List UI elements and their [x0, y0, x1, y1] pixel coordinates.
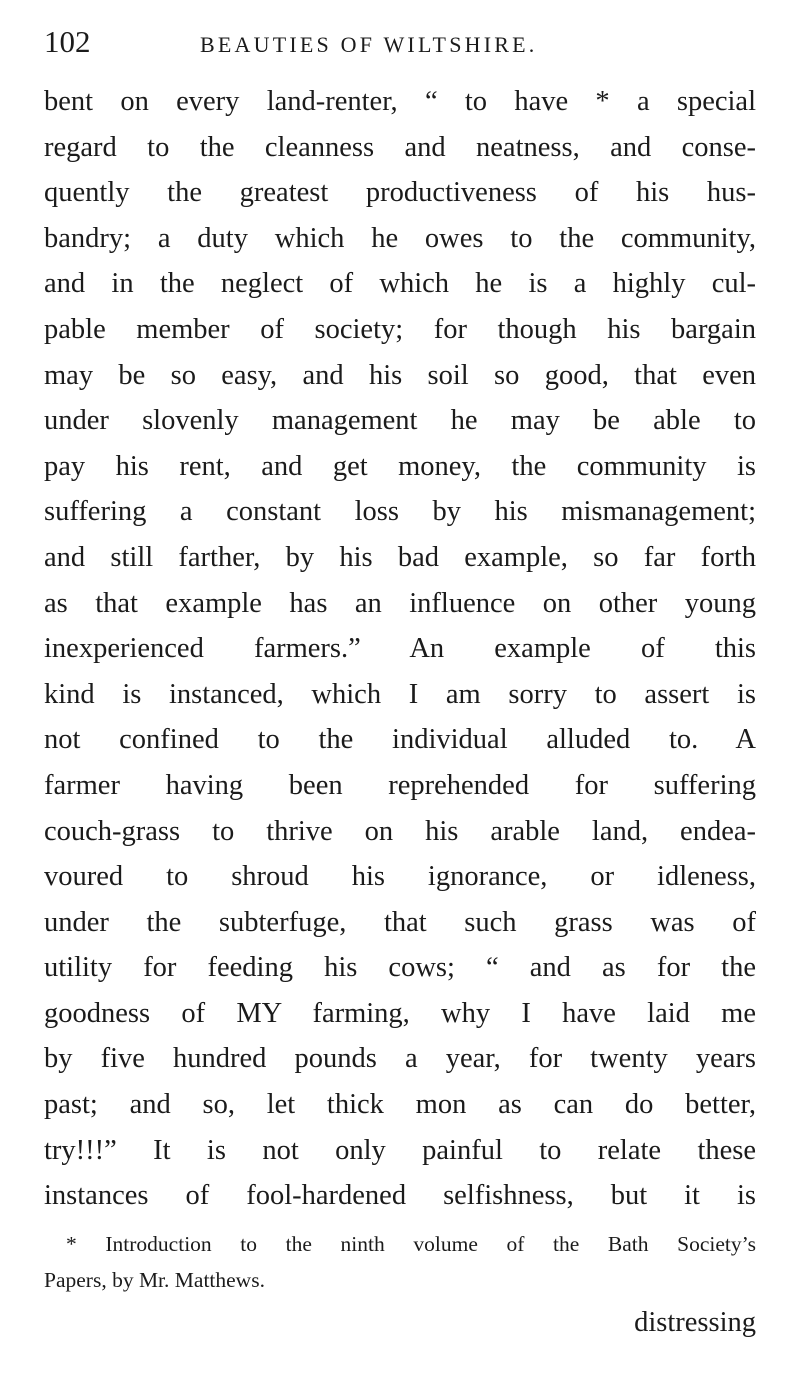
text-line: suffering a constant loss by his mismanagement; [44, 496, 756, 528]
page-number: 102 [44, 24, 91, 59]
running-title: BEAUTIES OF WILTSHIRE. [200, 32, 538, 57]
text-line: couch-grass to thrive on his arable land, endea- [44, 815, 756, 847]
text-line: under slovenly management he may be able to [44, 405, 756, 437]
footnote-line: * Introduction to the ninth volume of the Bath Society’s [66, 1232, 756, 1256]
text-line: past; and so, let thick mon as can do better, [44, 1089, 756, 1121]
text-line: bandry; a duty which he owes to the community, [44, 222, 756, 254]
text-line: not confined to the individual alluded to. A [44, 724, 756, 756]
text-line: voured to shroud his ignorance, or idleness, [44, 861, 756, 893]
text-line: may be so easy, and his soil so good, that even [44, 359, 756, 391]
text-line: farmer having been reprehended for suffering [44, 769, 756, 801]
text-line: by five hundred pounds a year, for twenty years [44, 1043, 756, 1075]
text-line: quently the greatest productiveness of his hus- [44, 177, 756, 209]
text-line: under the subterfuge, that such grass was of [44, 906, 756, 938]
body-text [44, 79, 756, 1219]
text-line: kind is instanced, which I am sorry to assert is [44, 678, 756, 710]
text-line: pay his rent, and get money, the community is [44, 450, 756, 482]
text-line: inexperienced farmers.” An example of this [44, 633, 756, 665]
text-line: and in the neglect of which he is a highly cul- [44, 268, 756, 300]
text-line: utility for feeding his cows; “ and as for the [44, 952, 756, 984]
text-line: as that example has an influence on other young [44, 587, 756, 619]
page-header [44, 22, 756, 62]
text-line: pable member of society; for though his bargain [44, 313, 756, 345]
text-line: bent on every land-renter, “ to have * a special [44, 86, 756, 117]
text-line: and still farther, by his bad example, so far forth [44, 541, 756, 573]
text-line: goodness of MY farming, why I have laid me [44, 997, 756, 1029]
footnote-line: Papers, by Mr. Matthews. [44, 1268, 265, 1292]
catchword: distressing [634, 1307, 756, 1338]
text-line: regard to the cleanness and neatness, and conse- [44, 131, 756, 163]
text-line: try!!!” It is not only painful to relate these [44, 1134, 756, 1166]
footnote [44, 1226, 756, 1298]
text-line: instances of fool-hardened selfishness, but it is [44, 1180, 756, 1212]
